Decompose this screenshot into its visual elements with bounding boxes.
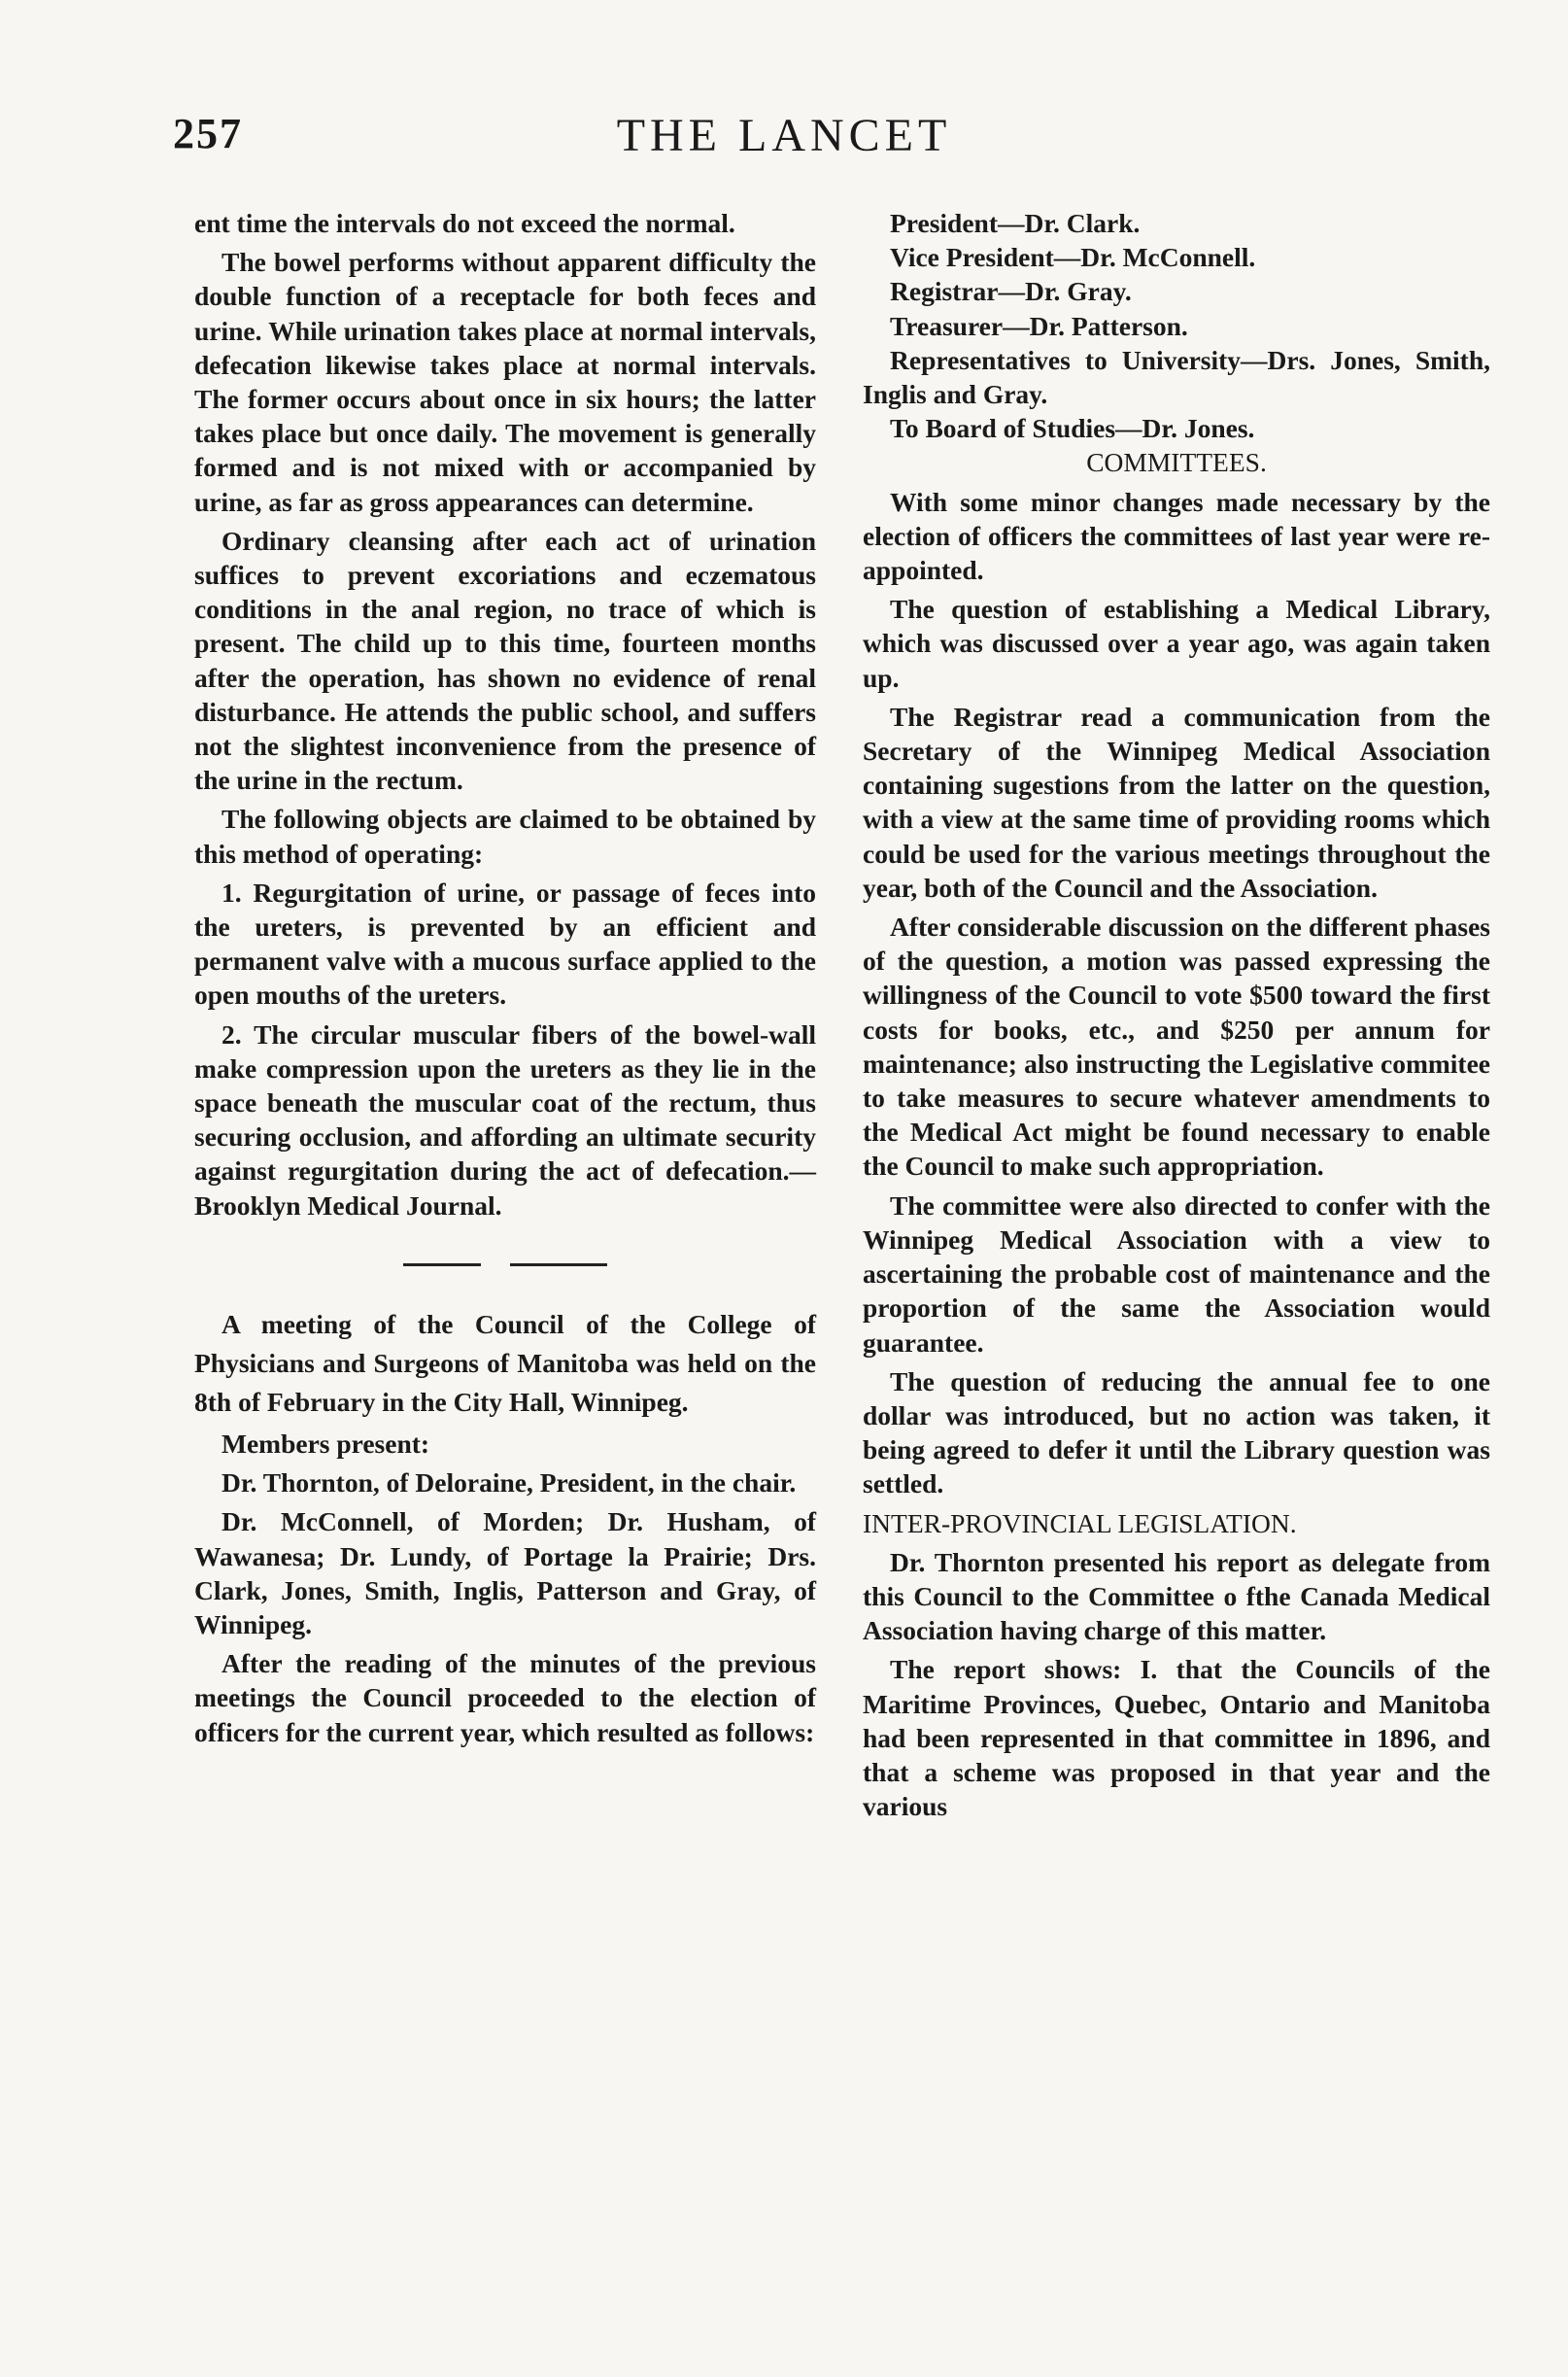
committees-heading: COMMITTEES.	[1086, 447, 1267, 478]
paragraph: After considerable discussion on the different phases of the question, a motion was passed expressing the willingness of the Council to vote $500 toward the first costs for books, etc., and $250 per annum for maintenance; also instructing the Legislative commitee to take measures to secure whatever amendments to the Medical Act might be found necessary to enable the Council to make such appropriation.	[863, 912, 1490, 1182]
divider-rule	[403, 1263, 481, 1266]
paragraph: The report shows: I. that the Councils of the Maritime Provinces, Quebec, Ontario and Manitoba had been represented in that committee in 1896, and that a scheme was proposed in that year and the various	[863, 1654, 1490, 1822]
numbered-item: 1. Regurgitation of urine, or passage of feces into the ureters, is prevented by an efficient and permanent valve with a mucous surface applied to the open mouths of the ureters.	[194, 877, 816, 1011]
officer-line: To Board of Studies—Dr. Jones.	[890, 413, 1255, 444]
page-number: 257	[173, 110, 243, 157]
officer-line: Representatives to University—Drs. Jones, Smith, Inglis and Gray.	[863, 344, 1490, 410]
officer-line: Vice President—Dr. McConnell.	[890, 242, 1256, 273]
officer-line: Treasurer—Dr. Patterson.	[890, 310, 1188, 341]
paragraph: ent time the intervals do not exceed the normal.	[194, 208, 735, 238]
paragraph: With some minor changes made necessary by the election of officers the committees of last year were re-appointed.	[863, 486, 1490, 586]
paragraph: The bowel performs without apparent difficulty the double function of a receptacle for both feces and urine. While urination takes place at normal intervals, defecation likewise takes place at normal intervals. The former occurs about once in six hours; the latter takes place but once daily. The movement is generally formed and is not mixed with or accompanied by urine, as far as gross appearances can determine.	[194, 247, 816, 517]
meeting-paragraph: A meeting of the Council of the College of Physicians and Surgeons of Manitoba was held on the 8th of February in the City Hall, Winnipeg.	[194, 1308, 816, 1417]
paragraph: Dr. Thornton presented his report as delegate from this Council to the Committee o fthe Canada Medical Association having charge of this matter.	[863, 1546, 1490, 1646]
officer-line: Registrar—Dr. Gray.	[890, 276, 1132, 307]
paragraph: The following objects are claimed to be obtained by this method of operating:	[194, 804, 816, 869]
meeting-paragraph: Members present:	[222, 1428, 430, 1459]
paragraph: The question of establishing a Medical Library, which was discussed over a year ago, was again taken up.	[863, 594, 1490, 693]
meeting-paragraph: Dr. McConnell, of Morden; Dr. Husham, of Wawanesa; Dr. Lundy, of Portage la Prairie; Drs. Clark, Jones, Smith, Inglis, Patterson and Gray, of Winnipeg.	[194, 1506, 816, 1639]
officer-line: President—Dr. Clark.	[890, 208, 1141, 238]
journal-title: THE LANCET	[616, 110, 952, 161]
paragraph: The Registrar read a communication from the Secretary of the Winnipeg Medical Association containing sugestions from the latter on the question, with a view at the same time of providing rooms which could be used for the various meetings throughout the year, both of the Council and the Association.	[863, 701, 1490, 903]
right-column	[863, 206, 1490, 1828]
left-column	[194, 206, 816, 1754]
meeting-paragraph: Dr. Thornton, of Deloraine, President, in the chair.	[222, 1467, 797, 1499]
paragraph: The committee were also directed to confer with the Winnipeg Medical Association with a view to ascertaining the probable cost of maintenance and the proportion of the same the Association would guarantee.	[863, 1189, 1490, 1358]
divider-rule	[510, 1263, 607, 1266]
page-header	[0, 109, 1568, 167]
paragraph: Ordinary cleansing after each act of urination suffices to prevent excoriations and eczematous conditions in the anal region, no trace of which is present. The child up to this time, fourteen months after the operation, has shown no evidence of renal disturbance. He attends the public school, and suffers not the slightest inconvenience from the presence of the urine in the rectum.	[194, 525, 816, 796]
legislation-heading: INTER-PROVINCIAL LEGISLATION.	[863, 1507, 1297, 1538]
section-divider	[194, 1263, 816, 1266]
numbered-item: 2. The circular muscular fibers of the bowel-wall make compression upon the ureters as they lie in the space beneath the muscular coat of the rectum, thus securing occlusion, and affording an ultimate security against regurgitation during the act of defecation.—Brooklyn Medical Journal.	[194, 1018, 816, 1221]
meeting-paragraph: After the reading of the minutes of the previous meetings the Council proceeded to the election of officers for the current year, which resulted as follows:	[194, 1648, 816, 1747]
paragraph: The question of reducing the annual fee to one dollar was introduced, but no action was taken, it being agreed to defer it until the Library question was settled.	[863, 1365, 1490, 1499]
